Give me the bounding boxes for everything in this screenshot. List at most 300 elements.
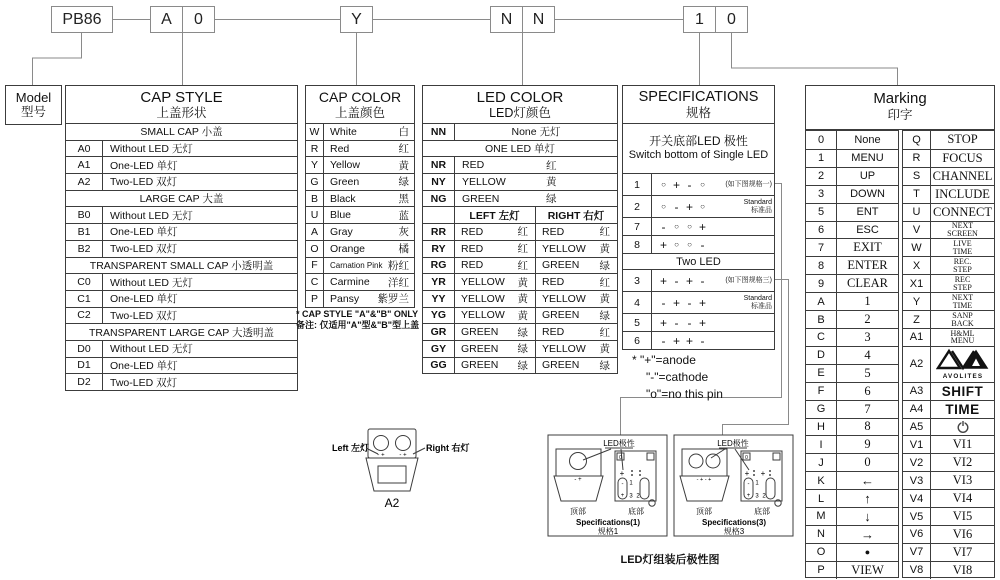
- cap-style-code-cell-1: A: [150, 6, 183, 33]
- led-one-row: [423, 156, 617, 173]
- marking-label: [931, 329, 994, 346]
- led-color-name: GREEN: [542, 309, 580, 322]
- cap-style-code: B1: [66, 224, 103, 240]
- marking-code: H: [806, 419, 837, 436]
- led-code: YR: [423, 274, 455, 290]
- led-color-zh: 红: [517, 259, 528, 272]
- led-left-cell: [455, 224, 536, 240]
- spec-pin-row: [623, 331, 774, 349]
- pin-symbol: -: [687, 315, 692, 330]
- led-color-name: YELLOW: [462, 175, 506, 188]
- led-code: YY: [423, 291, 455, 307]
- pin-symbol: +: [698, 219, 706, 234]
- cap-color-code: W: [306, 124, 324, 140]
- marking-code: A3: [903, 383, 931, 400]
- cap-color-label: [324, 224, 414, 239]
- marking-row: [903, 310, 994, 328]
- marking-code: 0: [806, 131, 837, 149]
- cap-color-row: [306, 190, 414, 207]
- cap-color-code: U: [306, 207, 324, 223]
- marking-row: [903, 418, 994, 436]
- led-color-name: RED: [461, 225, 484, 238]
- cap-color-label: [324, 241, 414, 256]
- marking-label: FOCUS: [942, 150, 983, 165]
- cap-color-row: [306, 140, 414, 157]
- marking-label-line: NEXT: [951, 293, 974, 303]
- led-code: NR: [423, 157, 455, 173]
- led-none-row: [423, 123, 617, 140]
- cap-color-row: [306, 123, 414, 140]
- marking-code: K: [806, 472, 837, 489]
- led-color-name: GREEN: [461, 342, 499, 355]
- spec-polarity-zh: 开关底部LED 极性: [649, 134, 748, 148]
- pin-symbol: -: [674, 315, 679, 330]
- pin-symbol: ○: [687, 240, 692, 249]
- marking-label: [931, 222, 994, 239]
- spec-code-cell-1: 1: [683, 6, 716, 33]
- marking-label: [931, 275, 994, 292]
- marking-label: 2: [864, 312, 871, 327]
- marking-code: A4: [903, 401, 931, 418]
- marking-code: 7: [806, 239, 837, 256]
- color-name: Green: [330, 175, 360, 188]
- marking-label: [931, 293, 994, 310]
- a2-right-label: Right 右灯: [426, 443, 470, 453]
- avolites-logo-icon: [936, 348, 990, 381]
- cap-style-row: [66, 223, 297, 240]
- marking-code: L: [806, 490, 837, 507]
- led-label: [455, 174, 617, 189]
- marking-code: 9: [806, 275, 837, 292]
- led-code: NG: [423, 191, 455, 207]
- marking-row: [806, 507, 898, 525]
- marking-row: [903, 185, 994, 203]
- led-right-cell: [536, 324, 617, 340]
- cap-color-code: A: [306, 224, 324, 240]
- cap-style-label: One-LED 单灯: [110, 226, 178, 239]
- spec-two-led-header: Two LED: [623, 253, 774, 269]
- led-color-name: RED: [542, 326, 565, 339]
- cap-color-code: Y: [306, 157, 324, 173]
- marking-code: C: [806, 329, 837, 346]
- marking-row: [903, 274, 994, 292]
- led-two-row: [423, 223, 617, 240]
- marking-row: [806, 346, 898, 364]
- marking-code: W: [903, 239, 931, 256]
- a2-caption: A2: [384, 496, 400, 510]
- spec3-pin0: 0: [745, 455, 748, 461]
- led-color-name: YELLOW: [542, 342, 586, 355]
- cap-style-label: One-LED 单灯: [110, 293, 178, 306]
- cap-style-row: [66, 357, 297, 374]
- cap-color-note-zh: 备注: 仅适用"A"型&"B"型上盖: [296, 320, 420, 330]
- spec-pins: [652, 200, 709, 214]
- marking-label: 7: [864, 401, 871, 416]
- led-color-table: [422, 85, 618, 374]
- led-code: RG: [423, 258, 455, 274]
- marking-code: V3: [903, 472, 931, 489]
- cap-style-label: Without LED 无灯: [110, 209, 193, 222]
- cap-style-code: B0: [66, 207, 103, 223]
- marking-code: 5: [806, 204, 837, 221]
- marking-label: 8: [864, 419, 871, 434]
- pin-symbol: ○: [661, 202, 666, 211]
- marking-row: [903, 489, 994, 507]
- marking-code: P: [806, 562, 837, 579]
- cap-color-code: F: [306, 258, 324, 274]
- spec3-pin2: 2: [762, 493, 766, 500]
- marking-row: [806, 453, 898, 471]
- spec-pins: [652, 334, 709, 348]
- led-color-name: RED: [542, 225, 565, 238]
- cap-color-row: [306, 173, 414, 190]
- marking-row: [903, 561, 994, 579]
- marking-label: INCLUDE: [935, 186, 990, 201]
- marking-row: [806, 203, 898, 221]
- led-color-name: YELLOW: [542, 242, 586, 255]
- led-code: GY: [423, 341, 455, 357]
- marking-label: 1: [864, 294, 871, 309]
- spec-pin-row: [623, 173, 774, 195]
- color-name-zh: 紫罗兰: [377, 293, 409, 306]
- led-one-row: [423, 173, 617, 190]
- marking-code: V8: [903, 562, 931, 579]
- led-color-name: YELLOW: [461, 292, 505, 305]
- pin-symbol: +: [672, 177, 680, 192]
- led-color-zh: 绿: [599, 309, 610, 322]
- marking-label-line: MENU: [950, 336, 975, 346]
- spec-row-code: 6: [623, 332, 652, 349]
- marking-label: MENU: [851, 152, 884, 165]
- led-two-row: [423, 273, 617, 290]
- cap-color-label: [324, 158, 414, 173]
- led-label: [455, 158, 617, 173]
- spec-pins: [652, 296, 709, 310]
- led-color-zh: 黄: [546, 176, 557, 189]
- marking-row: [806, 256, 898, 274]
- marking-code: A1: [903, 329, 931, 346]
- led-left-cell: [455, 274, 536, 290]
- spec3-cap-marks: - + - +: [696, 477, 712, 483]
- led-color-subtitle: LED灯颜色: [489, 106, 551, 120]
- marking-row: [903, 525, 994, 543]
- color-name-zh: 红: [398, 143, 409, 156]
- marking-label: VI1: [952, 437, 973, 452]
- spec1-top-label: 顶部: [570, 507, 586, 516]
- marking-label-line: H&ML: [950, 328, 975, 338]
- marking-row: [903, 221, 994, 239]
- spec-note-line: Standard: [743, 199, 772, 206]
- pin-symbol: -: [700, 333, 705, 348]
- pin-symbol: -: [687, 177, 692, 192]
- spec3-pin3: 3: [755, 493, 759, 500]
- cap-color-code-cell: Y: [340, 6, 373, 33]
- pin-symbol: +: [672, 333, 680, 348]
- marking-label: VI6: [952, 526, 973, 541]
- led-label: None 无灯: [511, 126, 561, 139]
- cap-style-code: A2: [66, 174, 103, 190]
- led-code-empty: [423, 207, 455, 223]
- marking-label: ●: [864, 547, 871, 558]
- marking-label: 4: [864, 347, 871, 362]
- spec-row-code: 3: [623, 270, 652, 291]
- marking-label: VI3: [952, 473, 973, 488]
- cap-style-title: CAP STYLE: [140, 89, 223, 106]
- led-code: GR: [423, 324, 455, 340]
- spec-row-note: [725, 270, 772, 291]
- led-color-zh: 红: [599, 226, 610, 239]
- led-two-row: [423, 290, 617, 307]
- spec-pin-row: [623, 269, 774, 291]
- spec1-cap-marks: - +: [574, 477, 582, 483]
- led-color-zh: 黄: [599, 343, 610, 356]
- marking-label: [931, 311, 994, 328]
- part-number-model-box: PB86: [51, 6, 113, 33]
- led-color-zh: 红: [517, 243, 528, 256]
- marking-label: VI5: [952, 509, 973, 523]
- marking-label: ENT: [856, 206, 879, 219]
- cap-style-row: [66, 290, 297, 307]
- cap-color-label: [324, 208, 414, 223]
- cap-style-section-header: TRANSPARENT SMALL CAP 小透明盖: [66, 257, 297, 274]
- cap-color-label: [324, 191, 414, 206]
- marking-label: DOWN: [850, 188, 885, 201]
- led-two-row: [423, 240, 617, 257]
- marking-label: ←: [861, 473, 874, 489]
- marking-code: V7: [903, 544, 931, 561]
- specifications-table: [622, 85, 775, 350]
- cap-style-subtitle: 上盖形状: [156, 106, 207, 120]
- power-icon: [956, 420, 970, 434]
- marking-row: [806, 274, 898, 292]
- led-two-row: [423, 323, 617, 340]
- marking-row: [903, 400, 994, 418]
- cap-style-row: [66, 156, 297, 173]
- spec-polarity-header: [623, 123, 774, 173]
- marking-code: A2: [903, 347, 931, 382]
- led-right-cell: [536, 258, 617, 274]
- pin-symbol: ○: [700, 180, 705, 189]
- marking-label: ENTER: [847, 258, 888, 273]
- marking-label-line: SCREEN: [947, 228, 978, 238]
- marking-code: F: [806, 383, 837, 400]
- spec1-polarity-diagram: [547, 433, 669, 539]
- marking-label: ESC: [856, 223, 879, 236]
- marking-code: A: [806, 293, 837, 310]
- cap-style-row: [66, 173, 297, 190]
- marking-label: VI2: [952, 455, 973, 470]
- led-left-cell: [455, 258, 536, 274]
- led-color-zh: 绿: [546, 193, 557, 206]
- spec-row-code: 5: [623, 314, 652, 331]
- marking-row: [903, 543, 994, 561]
- marking-code: 8: [806, 257, 837, 274]
- marking-row: [903, 167, 994, 185]
- led-right-cell: [536, 274, 617, 290]
- pin-symbol: -: [700, 237, 705, 252]
- marking-code: X1: [903, 275, 931, 292]
- marking-label: CHANNEL: [932, 168, 993, 183]
- a2-left-label: Left 左灯: [332, 443, 369, 453]
- led-color-zh: 黄: [517, 293, 528, 306]
- pin-symbol: -: [661, 219, 666, 234]
- cap-style-label: Two-LED 双灯: [110, 176, 178, 189]
- marking-code: 6: [806, 222, 837, 239]
- led-color-zh: 黄: [599, 293, 610, 306]
- led-polarity-label: LED极性: [603, 439, 635, 448]
- cap-color-row: [306, 273, 414, 290]
- led-color-zh: 绿: [517, 326, 528, 339]
- model-label-en: Model: [15, 90, 52, 105]
- marking-label: [931, 257, 994, 274]
- led-color-zh: 黄: [517, 276, 528, 289]
- led-color-name: GREEN: [542, 359, 580, 372]
- led-code: NY: [423, 174, 455, 190]
- marking-label: VI8: [952, 562, 973, 577]
- led-right-cell: [536, 224, 617, 240]
- led-polarity-label: LED极性: [717, 439, 749, 448]
- marking-row: [806, 382, 898, 400]
- pin-symbol: +: [659, 237, 667, 252]
- cap-style-row: [66, 340, 297, 357]
- marking-title: Marking: [873, 90, 927, 107]
- led-two-row: [423, 307, 617, 324]
- marking-row: [806, 400, 898, 418]
- marking-code: U: [903, 204, 931, 221]
- spec-note-line: (如下图规格三): [725, 276, 772, 284]
- led-two-row: [423, 357, 617, 374]
- led-color-name: RED: [542, 276, 565, 289]
- cap-style-row: [66, 206, 297, 223]
- spec1-pin-minus: -: [621, 481, 624, 488]
- marking-label: SHIFT: [941, 383, 984, 399]
- marking-label: EXIT: [853, 240, 882, 255]
- marking-row: [903, 238, 994, 256]
- color-name: Gray: [330, 225, 353, 238]
- marking-label: VIEW: [851, 562, 884, 577]
- marking-label: 9: [864, 437, 871, 452]
- pin-symbol: +: [659, 273, 667, 288]
- marking-row: [806, 131, 898, 149]
- pin-symbol: -: [661, 295, 666, 310]
- led-code: NN: [423, 124, 455, 140]
- marking-label: UP: [859, 170, 876, 183]
- cap-color-note: [296, 309, 420, 331]
- cap-color-code: O: [306, 241, 324, 257]
- led-color-name: YELLOW: [461, 276, 505, 289]
- cap-color-note-en: * CAP STYLE "A"&"B" ONLY: [296, 309, 419, 319]
- pin-symbol: +: [698, 315, 706, 330]
- marking-label: CONNECT: [932, 204, 993, 219]
- cap-style-code: C1: [66, 291, 103, 307]
- cap-style-row: [66, 273, 297, 290]
- cap-style-label: One-LED 单灯: [110, 159, 178, 172]
- spec-note-line: (如下图规格一): [725, 180, 772, 188]
- cap-color-code: B: [306, 191, 324, 207]
- spec-pin-row: [623, 195, 774, 217]
- spec-title: SPECIFICATIONS: [638, 89, 759, 105]
- led-color-zh: 绿: [599, 259, 610, 272]
- cap-style-code: C2: [66, 308, 103, 324]
- spec1-pin1: 1: [629, 480, 633, 487]
- marking-row: [806, 221, 898, 239]
- marking-row: [903, 256, 994, 274]
- led-color-name: YELLOW: [461, 309, 505, 322]
- led-color-zh: 红: [546, 159, 557, 172]
- marking-row: [806, 418, 898, 436]
- spec-row-code: 8: [623, 236, 652, 253]
- spec1-pin3: 3: [629, 493, 633, 500]
- marking-label: 6: [864, 383, 871, 398]
- marking-code: S: [903, 168, 931, 185]
- pin-symbol: -: [661, 333, 666, 348]
- spec1-bottom-label: 底部: [628, 507, 644, 516]
- spec-pins: [652, 220, 709, 234]
- color-name: Pansy: [330, 292, 360, 305]
- led-color-name: RED: [461, 259, 484, 272]
- color-name-zh: 黑: [398, 193, 409, 206]
- marking-row: [806, 310, 898, 328]
- cap-color-row: [306, 156, 414, 173]
- cap-style-code: D0: [66, 341, 103, 357]
- spec-note-line: 标准品: [751, 302, 772, 310]
- pin-symbol: ○: [674, 222, 679, 231]
- marking-code: I: [806, 436, 837, 453]
- marking-left-columns: [805, 130, 899, 578]
- marking-label: [931, 419, 994, 436]
- cap-color-code: R: [306, 141, 324, 157]
- cap-color-label: [324, 291, 414, 306]
- marking-row: [806, 364, 898, 382]
- marking-row: [903, 149, 994, 167]
- marking-subtitle: 印字: [887, 108, 913, 122]
- marking-row: [903, 292, 994, 310]
- marking-code: M: [806, 508, 837, 525]
- marking-row: [806, 471, 898, 489]
- cap-style-row: [66, 240, 297, 257]
- led-right-cell: [536, 358, 617, 374]
- led-left-header: LEFT 左灯: [455, 207, 536, 223]
- led-color-code-cell-2: N: [522, 6, 555, 33]
- spec-row-code: 1: [623, 174, 652, 195]
- led-color-name: GREEN: [461, 326, 499, 339]
- a2-right-polarity-marks: - +: [399, 452, 407, 459]
- marking-label: CLEAR: [847, 276, 888, 291]
- led-left-cell: [455, 324, 536, 340]
- spec-note-line: 标准品: [751, 206, 772, 214]
- cap-style-code: A0: [66, 141, 103, 157]
- spec-pins: [652, 274, 709, 288]
- marking-label-line: REC.: [953, 257, 972, 267]
- cap-color-label: [324, 124, 414, 139]
- spec-legend-line: * "+"=anode: [632, 353, 696, 367]
- marking-label: TIME: [945, 401, 980, 417]
- spec3-plus-mark2: +: [760, 469, 766, 478]
- cap-style-label: Without LED 无灯: [110, 143, 193, 156]
- led-code: GG: [423, 358, 455, 374]
- marking-label: 3: [864, 329, 871, 344]
- spec3-caption-zh: 规格3: [723, 527, 745, 536]
- cap-color-code: P: [306, 291, 324, 307]
- pin-symbol: +: [685, 273, 693, 288]
- led-left-cell: [455, 291, 536, 307]
- spec3-top-label: 顶部: [696, 507, 712, 516]
- marking-code: R: [903, 150, 931, 167]
- marking-row: [806, 167, 898, 185]
- spec-row-note: [744, 292, 772, 313]
- spec-polarity-en: Switch bottom of Single LED: [628, 149, 769, 161]
- marking-label-line: BACK: [951, 318, 974, 328]
